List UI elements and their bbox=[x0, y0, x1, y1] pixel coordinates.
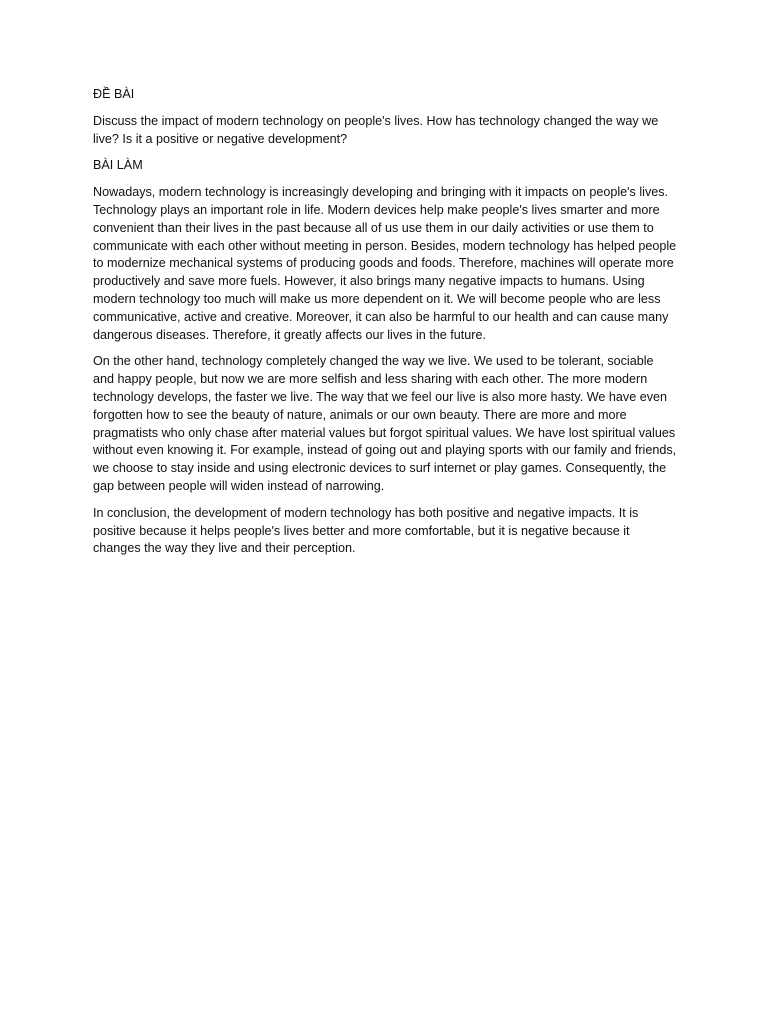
essay-heading: BÀI LÀM bbox=[93, 158, 143, 173]
essay-paragraph-1: Nowadays, modern technology is increasingly developing and bringing with it impacts on people's lives. Technology plays an important role in life. Modern devices help make people's lives smarter and more convenient than their lives in the past because all of us use them in our daily activities or use them to communicate with each other without meeting in person. Besides, modern technology has helped people to modernize mechanical systems of producing goods and foods. Therefore, machines will operate more productively and save more fuels. However, it also brings many negative impacts to humans. Using modern technology too much will make us more dependent on it. We will become people who are less communicative, active and creative. Moreover, it can also be harmful to our health and can cause many dangerous diseases. Therefore, it greatly affects our lives in the future. bbox=[93, 185, 677, 342]
topic-heading: ĐỀ BÀI bbox=[93, 87, 135, 101]
essay-paragraph-3: In conclusion, the development of modern technology has both positive and negative impacts. It is positive because it helps people's lives better and more comfortable, but it is negative because it changes the way they live and their perception. bbox=[93, 505, 639, 556]
essay-paragraph-2: On the other hand, technology completely changed the way we live. We used to be tolerant, sociable and happy people, but now we are more selfish and less sharing with each other. The more modern technology develops, the faster we live. The way that we feel our live is also more hasty. We have even forgotten how to see the beauty of nature, animals or our own beauty. There are more and more pragmatists who only chase after material values but forgot spiritual values. We have lost spiritual values without even knowing it. For example, instead of going out and playing sports with our family and friends, we choose to stay inside and using electronic devices to surf internet or play games. Consequently, the gap between people will widen instead of narrowing. bbox=[93, 354, 677, 493]
document-body bbox=[93, 86, 677, 567]
essay-prompt: Discuss the impact of modern technology on people's lives. How has technology changed the way we live? Is it a positive or negative development? bbox=[93, 113, 659, 146]
